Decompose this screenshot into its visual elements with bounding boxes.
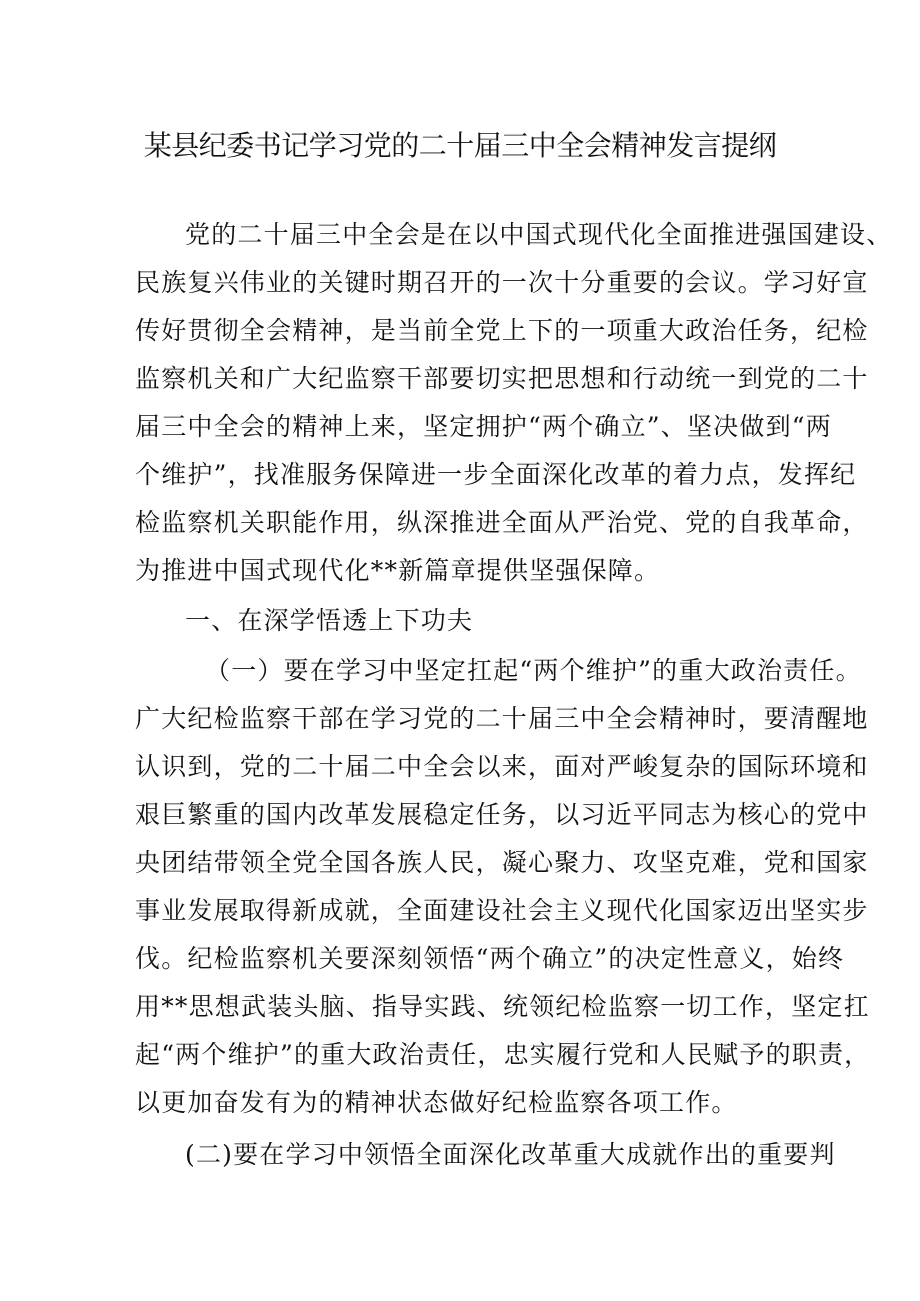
paragraph-line-8: 为推进中国式现代化**新篇章提供坚强保障。 <box>135 556 661 585</box>
paragraph-line-17: 以更加奋发有为的精神状态做好纪检监察各项工作。 <box>135 1088 738 1117</box>
subsection-heading-2: (二)要在学习中领悟全面深化改革重大成就作出的重要判 <box>185 1140 836 1169</box>
paragraph-line-2: 民族复兴伟业的关键时期召开的一次十分重要的会议。学习好宣 <box>135 268 869 297</box>
paragraph-line-12: 央团结带领全党全国各族人民，凝心聚力、攻坚克难，党和国家 <box>135 848 869 877</box>
paragraph-line-3: 传好贯彻全会精神，是当前全党上下的一项重大政治任务，纪检 <box>135 316 869 345</box>
section-heading: 一、在深学悟透上下功夫 <box>185 606 474 635</box>
paragraph-line-11: 艰巨繁重的国内改革发展稳定任务，以习近平同志为核心的党中 <box>135 800 869 829</box>
paragraph-line-1: 党的二十届三中全会是在以中国式现代化全面推进强国建设、 <box>185 220 893 249</box>
paragraph-line-5: 届三中全会的精神上来，坚定拥护“两个确立”、坚决做到“两 <box>135 412 832 441</box>
document-title: 某县纪委书记学习党的二十届三中全会精神发言提纲 <box>143 129 777 162</box>
paragraph-line-4: 监察机关和广大纪监察干部要切实把思想和行动统一到党的二十 <box>135 364 869 393</box>
paragraph-line-13: 事业发展取得新成就，全面建设社会主义现代化国家迈出坚实步 <box>135 896 869 925</box>
paragraph-line-6: 个维护”，找准服务保障进一步全面深化改革的着力点，发挥纪 <box>135 460 857 489</box>
paragraph-line-14: 伐。纪检监察机关要深刻领悟“两个确立”的决定性意义，始终 <box>135 944 845 973</box>
paragraph-line-15: 用**思想武装头脑、指导实践、统领纪检监察一切工作，坚定扛 <box>135 992 870 1021</box>
subsection-heading-1: （一）要在学习中坚定扛起“两个维护”的重大政治责任。 <box>205 656 862 685</box>
paragraph-line-9: 广大纪检监察干部在学习党的二十届三中全会精神时，要清醒地 <box>135 704 869 733</box>
paragraph-line-10: 认识到，党的二十届二中全会以来，面对严峻复杂的国际环境和 <box>135 752 869 781</box>
paragraph-line-16: 起“两个维护”的重大政治责任，忠实履行党和人民赋予的职责， <box>135 1040 871 1069</box>
paragraph-line-7: 检监察机关职能作用，纵深推进全面从严治党、党的自我革命， <box>135 508 869 537</box>
